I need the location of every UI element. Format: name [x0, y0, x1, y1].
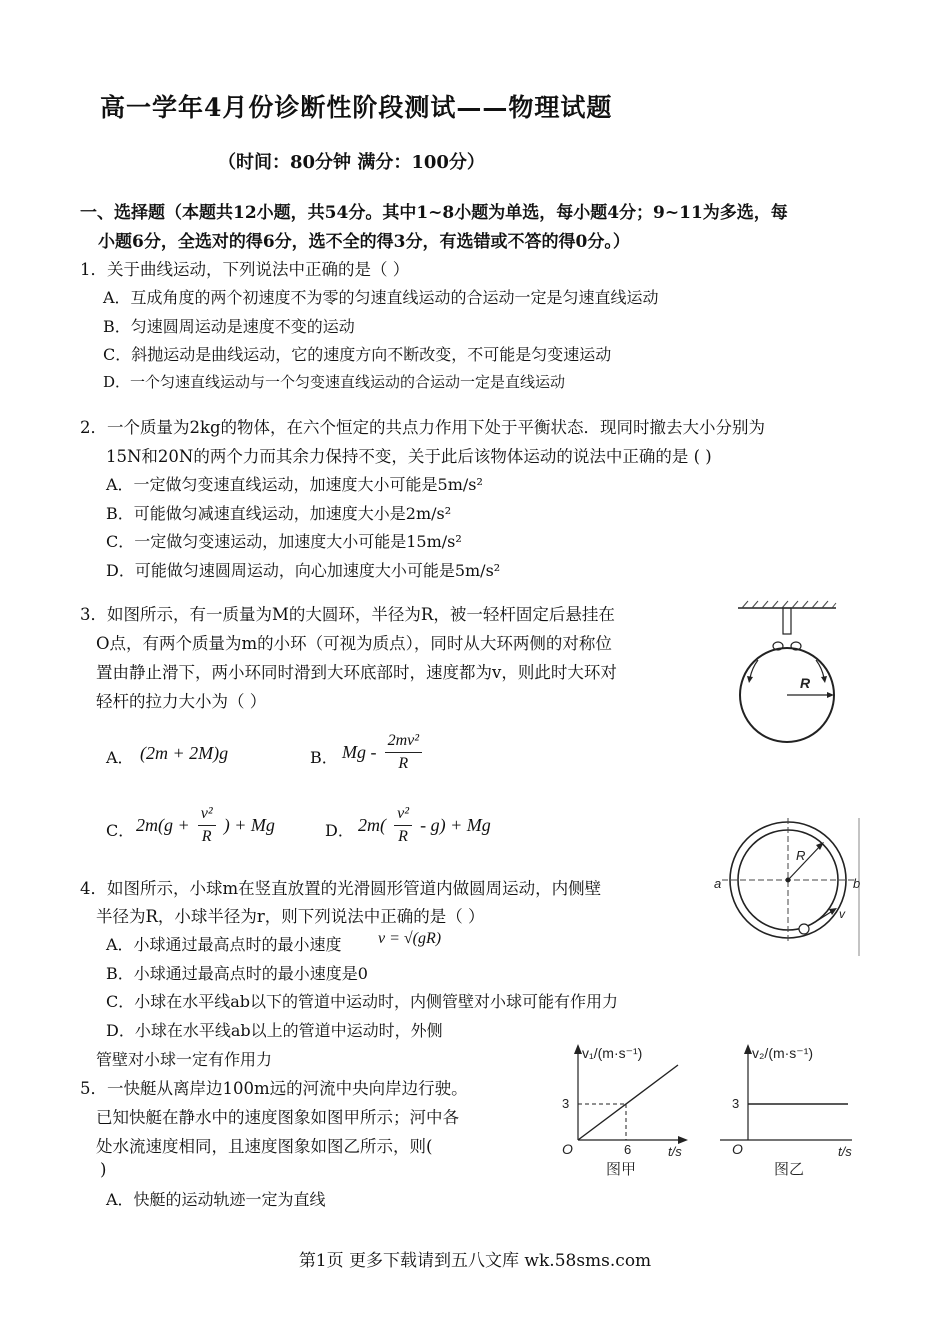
q2-option-b: B．可能做匀减速直线运动，加速度大小是2m/s²	[106, 504, 452, 523]
point-b-label: b	[853, 876, 861, 891]
yi-y-label: v₂/(m·s⁻¹)	[752, 1045, 814, 1061]
jia-caption: 图甲	[606, 1161, 637, 1178]
q1-option-c: C．斜抛运动是曲线运动，它的速度方向不断改变，不可能是匀变速运动	[103, 345, 612, 364]
q3-figure-ring	[728, 598, 848, 758]
section-heading-line1: 一、选择题（本题共12小题，共54分。其中1~8小题为单选，每小题4分；9~11为多选，每	[80, 203, 788, 223]
q2-option-a: A．一定做匀变速直线运动，加速度大小可能是5m/s²	[106, 475, 483, 494]
arrow-right-head	[821, 676, 827, 683]
velocity-label: v	[839, 907, 845, 921]
q3-option-b-label: B．	[310, 748, 338, 767]
q4-option-a-expr: v = √(gR)	[378, 930, 442, 947]
q3-option-d-post: - g) + Mg	[420, 815, 491, 835]
q5-stem-line2: 已知快艇在静水中的速度图象如图甲所示；河中各	[96, 1108, 459, 1127]
tube-radius-label: R	[796, 848, 806, 863]
jia-y-label: v₁/(m·s⁻¹)	[582, 1045, 643, 1061]
q3-option-b-expr	[342, 730, 425, 775]
light-rod	[783, 608, 791, 634]
q4-option-c: C．小球在水平线ab以下的管道中运动时，内侧管壁对小球可能有作用力	[106, 992, 619, 1011]
jia-y-arrow	[574, 1044, 582, 1054]
q3-option-d-num: v²	[394, 803, 412, 826]
q4-stem-line2: 半径为R，小球半径为r，则下列说法中正确的是（ ）	[96, 907, 485, 926]
jia-ytick-label: 3	[562, 1096, 570, 1111]
jia-velocity-line	[578, 1065, 678, 1140]
ceiling-hatch	[742, 601, 836, 608]
q2-stem-line1: 2．一个质量为2kg的物体，在六个恒定的共点力作用下处于平衡状态．现同时撤去大小分别为	[80, 418, 766, 437]
q4-option-a: A．小球通过最高点时的最小速度	[106, 935, 342, 954]
yi-ytick-label: 3	[732, 1096, 740, 1111]
exam-info: （时间：80分钟 满分：100分）	[218, 152, 485, 173]
page-footer: 第1页 更多下载请到五八文库 wk.58sms.com	[298, 1251, 652, 1271]
small-ball	[799, 924, 809, 934]
q1-stem: 1．关于曲线运动，下列说法中正确的是（ ）	[80, 260, 410, 279]
jia-plot	[578, 1065, 678, 1140]
tube-center	[786, 878, 791, 883]
q3-option-b-den: R	[398, 755, 409, 772]
jia-xtick-label: 6	[624, 1142, 632, 1157]
arrow-left-head	[747, 676, 753, 683]
q2-option-c: C．一定做匀变速运动，加速度大小可能是15m/s²	[106, 532, 462, 551]
point-a-label: a	[714, 876, 722, 891]
q3-option-d-fraction	[394, 803, 412, 848]
jia-x-label: t/s	[668, 1144, 682, 1159]
ring-radius-label: R	[800, 675, 811, 691]
q3-option-b-fraction	[385, 730, 422, 775]
jia-x-arrow	[678, 1136, 688, 1144]
q3-stem-line1: 3．如图所示，有一质量为M的大圆环，半径为R，被一轻杆固定后悬挂在	[80, 605, 615, 624]
q3-stem-line2: O点，有两个质量为m的小环（可视为质点），同时从大环两侧的对称位	[96, 634, 612, 653]
q3-option-c-fraction	[198, 803, 216, 848]
q4-option-d-line2: 管壁对小球一定有作用力	[96, 1050, 273, 1069]
q5-stem-line3: 处水流速度相同，且速度图象如图乙所示，则(	[96, 1137, 433, 1156]
q5-stem-line4: )	[100, 1160, 107, 1179]
q4-figure-tube	[712, 816, 867, 958]
q3-stem-line3: 置由静止滑下，两小环同时滑到大环底部时，速度都为v，则此时大环对	[96, 663, 617, 682]
yi-caption: 图乙	[774, 1161, 805, 1178]
q1-option-b: B．匀速圆周运动是速度不变的运动	[103, 317, 355, 336]
jia-origin-label: O	[562, 1141, 573, 1157]
q5-option-a: A．快艇的运动轨迹一定为直线	[106, 1190, 326, 1209]
q1-option-d: D．一个匀速直线运动与一个匀变速直线运动的合运动一定是直线运动	[103, 373, 566, 391]
q5-stem-line1: 5．一快艇从离岸边100m远的河流中央向岸边行驶。	[80, 1079, 468, 1098]
q3-option-d-label: D．	[325, 821, 354, 840]
q3-option-c-post: ) + Mg	[223, 815, 275, 835]
yi-origin-label: O	[732, 1141, 743, 1157]
q3-option-b-num: 2mv²	[385, 730, 422, 753]
yi-y-arrow	[744, 1044, 752, 1054]
q3-stem-line4: 轻杆的拉力大小为（ ）	[96, 692, 267, 711]
q3-option-d-pre: 2m(	[358, 815, 386, 835]
section-heading-line2: 小题6分，全选对的得6分，选不全的得3分，有选错或不答的得0分。）	[98, 232, 630, 252]
q2-option-d: D．可能做匀速圆周运动，向心加速度大小可能是5m/s²	[106, 561, 501, 580]
q3-option-a-label: A．	[106, 748, 134, 767]
q3-option-d-expr	[358, 803, 491, 848]
q3-option-c-den: R	[201, 828, 212, 845]
q3-option-c-num: v²	[198, 803, 216, 826]
page-title: 高一学年4月份诊断性阶段测试——物理试题	[100, 93, 613, 122]
q3-option-b-pre: Mg -	[342, 742, 377, 762]
q4-stem-line1: 4．如图所示，小球m在竖直放置的光滑圆形管道内做圆周运动，内侧壁	[80, 879, 602, 898]
q5-graph-yi	[718, 1036, 870, 1186]
q1-option-a: A．互成角度的两个初速度不为零的匀速直线运动的合运动一定是匀速直线运动	[103, 288, 659, 307]
q3-option-c-expr	[136, 803, 275, 848]
q3-option-c-label: C．	[106, 821, 135, 840]
q5-graph-jia	[548, 1036, 698, 1186]
q3-option-c-pre: 2m(g +	[136, 815, 190, 835]
q4-option-d-line1: D．小球在水平线ab以上的管道中运动时，外侧	[106, 1021, 443, 1040]
q4-option-b: B．小球通过最高点时的最小速度是0	[106, 964, 368, 983]
q3-option-d-den: R	[398, 828, 408, 845]
q2-stem-line2: 15N和20N的两个力而其余力保持不变，关于此后该物体运动的说法中正确的是 ( )	[106, 447, 712, 466]
q3-option-a-expr: (2m + 2M)g	[140, 743, 229, 763]
radius-arrowhead	[827, 692, 834, 698]
yi-x-label: t/s	[838, 1144, 852, 1159]
